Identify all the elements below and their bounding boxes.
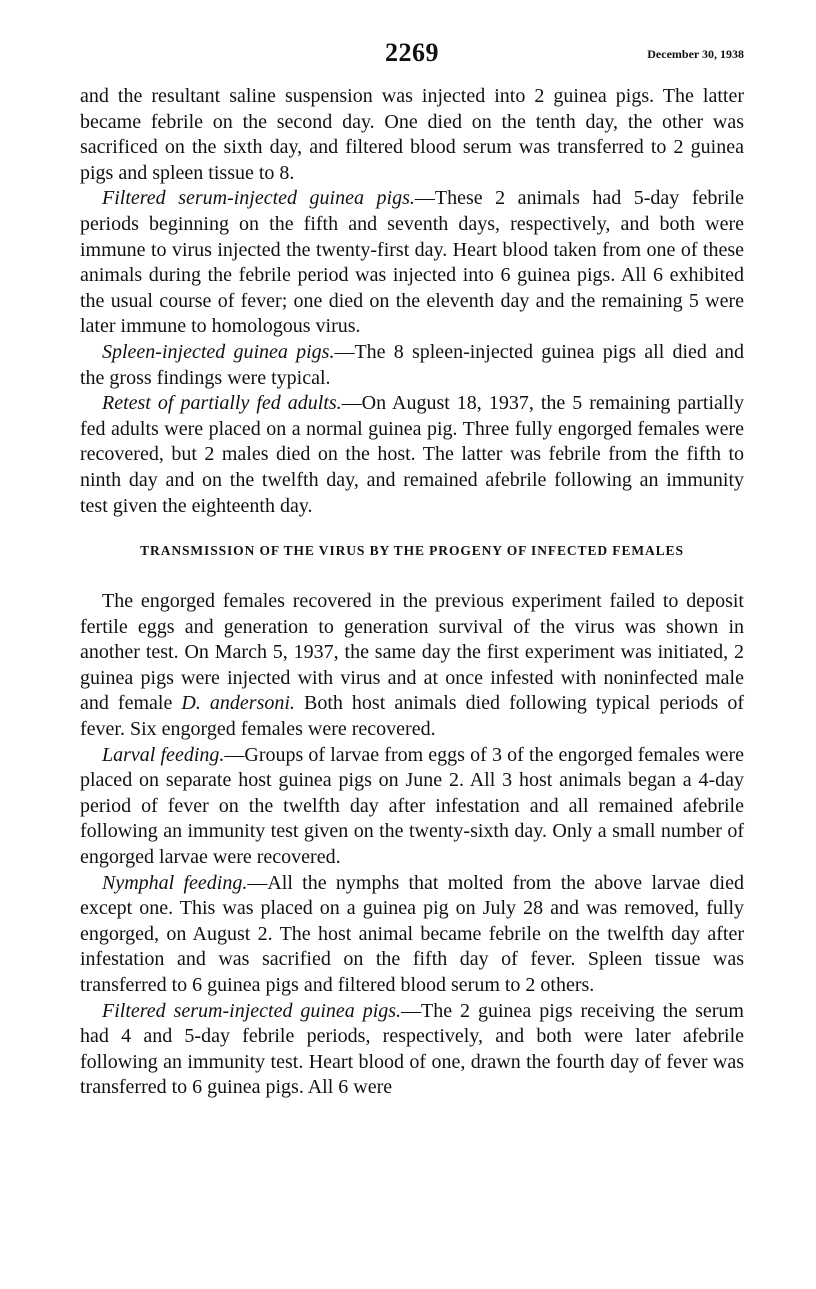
body-text-bottom xyxy=(80,589,744,1101)
paragraph-larval-feeding xyxy=(80,743,744,871)
species-name: D. andersoni. xyxy=(181,692,295,715)
paragraph-filtered-serum-2 xyxy=(80,999,744,1101)
paragraph-text: —All the nymphs that molted from the above larvae died except one. This was placed on a guinea pig on July 28 and was removed, fully engorged, on August 2. The host animal became febrile on the twelfth day after infestation and was sacrified on the fifth day of fever. Spleen tissue was transferred to 6 guinea pigs and filtered blood serum to 2 others. xyxy=(80,871,744,996)
page-number: 2269 xyxy=(385,38,439,67)
paragraph-intro xyxy=(80,589,744,743)
paragraph-text: —The 8 spleen-injected guinea pigs all died and the gross findings were typical. xyxy=(80,340,745,389)
runin-heading: Filtered serum-injected guinea pigs. xyxy=(102,187,415,210)
runin-heading: Retest of partially fed adults. xyxy=(102,392,342,415)
paragraph-text: —The 2 guinea pigs receiving the serum had 4 and 5-day febrile periods, respectively, and both were later afebrile following an immunity test. Heart blood of one, drawn the fourth day of fever was transferred to 6 guinea pigs. All 6 were xyxy=(80,999,744,1099)
runin-heading: Larval feeding. xyxy=(102,743,225,766)
paragraph-text: —These 2 animals had 5-day febrile periods beginning on the fifth and seventh days, respectively, and both were immune to virus injected the twenty-first day. Heart blood taken from one of these animals during the febrile period was injected into 6 guinea pigs. All 6 exhibited the usual course of fever; one died on the eleventh day and the remaining 5 were later immune to homologous virus. xyxy=(80,187,744,338)
paragraph-filtered-serum xyxy=(80,186,744,340)
paragraph-nymphal-feeding xyxy=(80,871,744,999)
runin-heading: Nymphal feeding. xyxy=(102,871,248,894)
page-header xyxy=(80,38,744,84)
paragraph-retest xyxy=(80,391,744,519)
paragraph-text: —Groups of larvae from eggs of 3 of the engorged females were placed on separate host guinea pigs on June 2. All 3 host animals began a 4-day period of fever on the twelfth day after infestation and all remained afebrile following an immunity test given on the twenty-sixth day. Only a small number of engorged larvae were recovered. xyxy=(80,743,744,869)
runin-heading: Spleen-injected guinea pigs. xyxy=(102,340,335,363)
paragraph-spleen-injected xyxy=(80,340,744,391)
runin-heading: Filtered serum-injected guinea pigs. xyxy=(102,999,402,1022)
section-heading: TRANSMISSION OF THE VIRUS BY THE PROGENY OF INFECTED FEMALES xyxy=(140,543,684,559)
body-text-top xyxy=(80,84,744,519)
paragraph-text: and the resultant saline suspension was injected into 2 guinea pigs. The latter became febrile on the second day. One died on the tenth day, the other was sacrificed on the sixth day, and filtered blood serum was transferred to 2 guinea pigs and spleen tissue to 8. xyxy=(80,85,744,184)
paragraph-text: —On August 18, 1937, the 5 remaining partially fed adults were placed on a normal guinea pig. Three fully engorged females were recovered, but 2 males died on the host. The latter was febrile from the fifth to ninth day and on the twelfth day, and remained afebrile following an immunity test given the eighteenth day. xyxy=(80,392,745,517)
paragraph-text: The engorged females recovered in the previous experiment failed to deposit fertile eggs and generation to generation survival of the virus was shown in another test. On March 5, 1937, the same day the first experiment was initiated, 2 guinea pigs were injected with virus and at once infested with noninfected male and female xyxy=(80,590,744,715)
issue-date: December 30, 1938 xyxy=(647,47,744,61)
paragraph-text: Both host animals died following typical periods of fever. Six engorged females were recovered. xyxy=(80,692,744,741)
continued-paragraph xyxy=(80,84,744,186)
